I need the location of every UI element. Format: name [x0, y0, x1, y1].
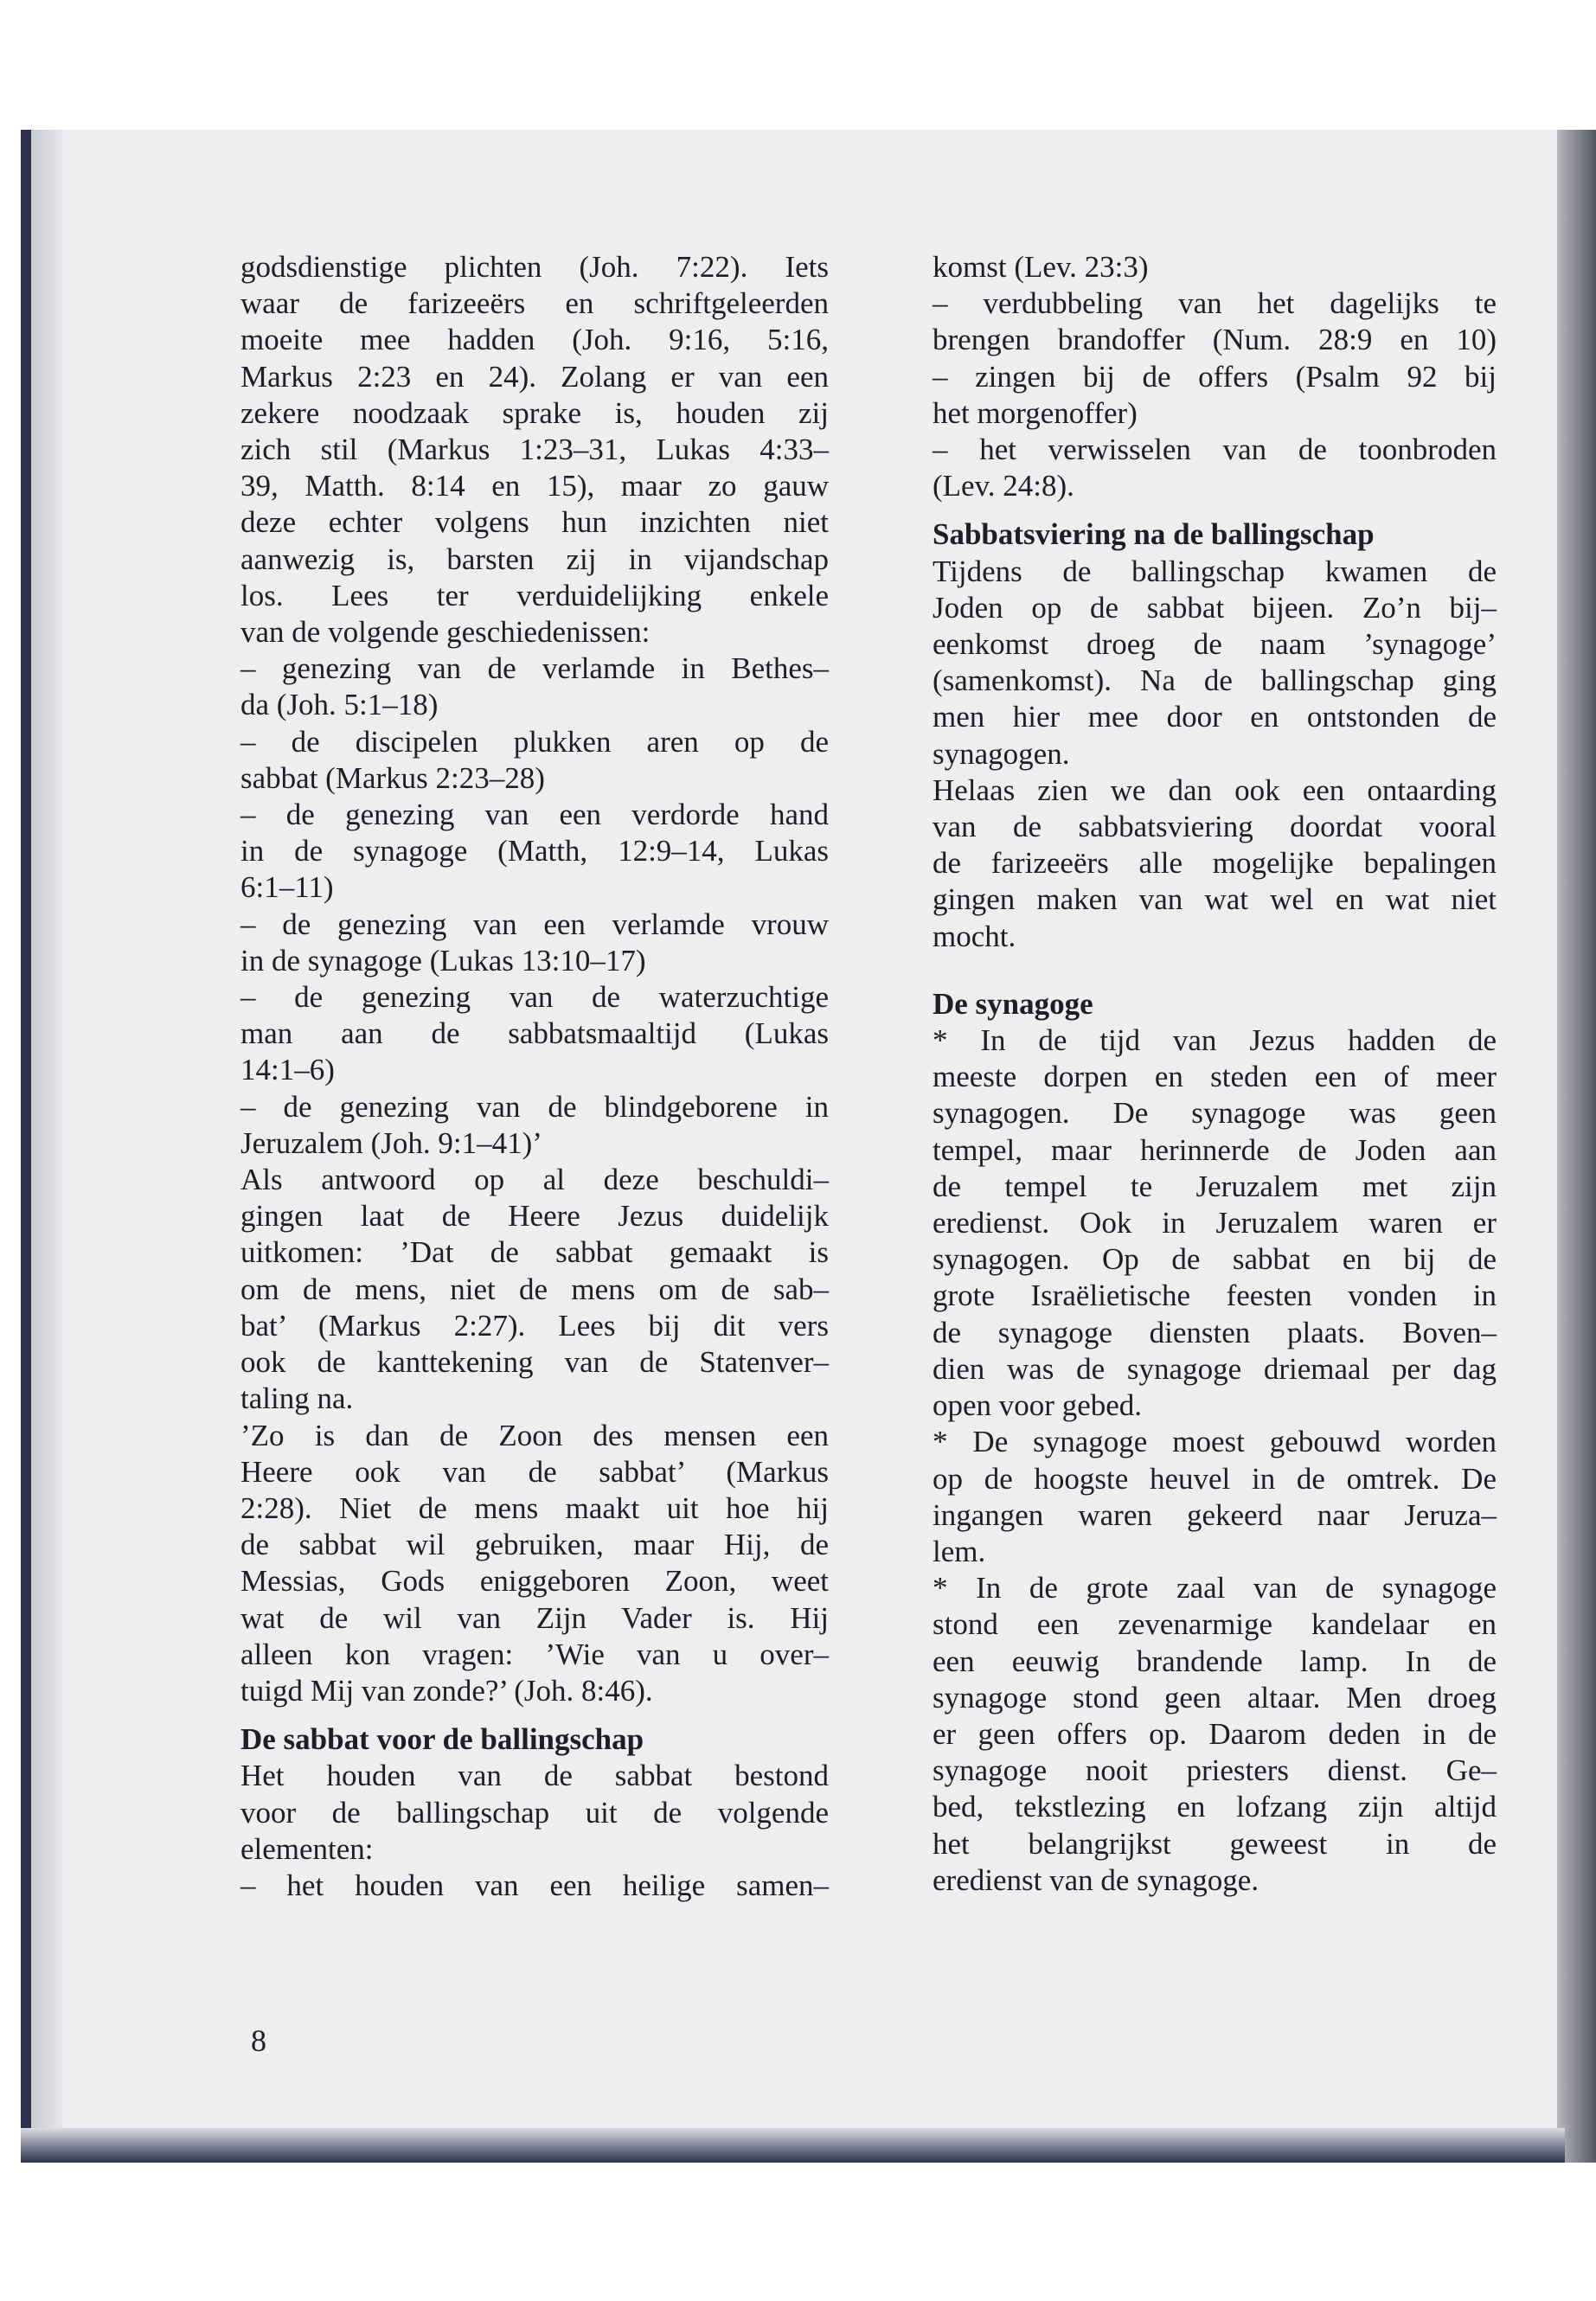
section-heading-synagoge: De synagoge — [933, 986, 1093, 1021]
text-line: in de synagoge (Lukas 13:10–17) — [240, 943, 646, 977]
text-line: eredienst. Ook in Jeruzalem waren er — [933, 1206, 1497, 1240]
paragraph-gap — [933, 955, 1497, 986]
text-line: ook de kanttekening van de Statenver– — [240, 1345, 829, 1380]
text-line: lem. — [933, 1534, 986, 1568]
text-line: waar de farizeeërs en schriftgeleerden — [240, 286, 829, 321]
text-line: 39, Matth. 8:14 en 15), maar zo gauw — [240, 469, 829, 503]
text-line: Het houden van de sabbat bestond — [240, 1759, 829, 1793]
text-line: ingangen waren gekeerd naar Jeruza– — [933, 1497, 1497, 1532]
text-line: Heere ook van de sabbat’ (Markus — [240, 1454, 829, 1489]
text-line: 2:28). Niet de mens maakt uit hoe hij — [240, 1490, 829, 1525]
text-line: ’Zo is dan de Zoon des mensen een — [240, 1418, 829, 1452]
text-line: het morgenoffer) — [933, 395, 1138, 430]
text-line: Jeruzalem (Joh. 9:1–41)’ — [240, 1125, 542, 1160]
text-line: dien was de synagoge driemaal per dag — [933, 1351, 1497, 1386]
text-line: aanwezig is, barsten zij in vijandschap — [240, 542, 829, 576]
text-line: synagogen. Op de sabbat en bij de — [933, 1242, 1497, 1277]
section-heading-sabbatsviering: Sabbatsviering na de ballingschap — [933, 517, 1375, 552]
text-line: alleen kon vragen: ’Wie van u over– — [240, 1637, 829, 1671]
text-line: – het verwisselen van de toonbroden — [933, 433, 1497, 467]
text-line: van de volgende geschiedenissen: — [240, 615, 651, 650]
text-line: komst (Lev. 23:3) — [933, 250, 1149, 284]
text-line: elementen: — [240, 1831, 374, 1866]
text-line: gingen maken van wat wel en wat niet — [933, 882, 1497, 917]
text-line: synagogen. — [933, 736, 1070, 771]
text-line: synagoge stond geen altaar. Men droeg — [933, 1680, 1497, 1715]
text-line: – de genezing van de blindgeborene in — [240, 1089, 829, 1124]
text-line: Als antwoord op al deze beschuldi– — [240, 1163, 829, 1197]
text-line: open voor gebed. — [933, 1388, 1143, 1423]
text-line: – zingen bij de offers (Psalm 92 bij — [933, 359, 1497, 394]
page-binding-shadow — [21, 130, 31, 2163]
text-line: sabbat (Markus 2:23–28) — [240, 760, 545, 795]
text-line: het belangrijkst geweest in de — [933, 1826, 1497, 1861]
text-line: de farizeeërs alle mogelijke bepalingen — [933, 846, 1497, 881]
text-line: uitkomen: ’Dat de sabbat gemaakt is — [240, 1235, 829, 1270]
text-line: Messias, Gods eniggeboren Zoon, weet — [240, 1564, 829, 1599]
text-line: brengen brandoffer (Num. 28:9 en 10) — [933, 323, 1497, 357]
text-line: * In de grote zaal van de synagoge — [933, 1571, 1497, 1606]
text-line: voor de ballingschap uit de volgende — [240, 1795, 829, 1830]
text-line: om de mens, niet de mens om de sab– — [240, 1272, 829, 1306]
text-line: wat de wil van Zijn Vader is. Hij — [240, 1600, 829, 1635]
text-line: bed, tekstlezing en lofzang zijn altijd — [933, 1790, 1497, 1824]
page-bottom-edge — [21, 2128, 1565, 2163]
text-line: man aan de sabbatsmaaltijd (Lukas — [240, 1016, 829, 1051]
text-line: Helaas zien we dan ook een ontaarding — [933, 772, 1497, 807]
text-line: tuigd Mij van zonde?’ (Joh. 8:46). — [240, 1673, 653, 1708]
text-line: grote Israëlietische feesten vonden in — [933, 1279, 1497, 1313]
text-line: in de synagoge (Matth, 12:9–14, Lukas — [240, 834, 829, 868]
text-line: van de sabbatsviering doordat vooral — [933, 810, 1497, 844]
text-line: zekere noodzaak sprake is, houden zij — [240, 395, 829, 430]
text-line: eenkomst droeg de naam ’synagoge’ — [933, 627, 1497, 662]
text-line: – de genezing van een verlamde vrouw — [240, 907, 829, 941]
text-line: de tempel te Jeruzalem met zijn — [933, 1169, 1497, 1203]
text-line: gingen laat de Heere Jezus duidelijk — [240, 1199, 829, 1234]
page-number: 8 — [251, 2023, 266, 2058]
text-line: (Lev. 24:8). — [933, 469, 1074, 503]
text-line: – de discipelen plukken aren op de — [240, 724, 829, 759]
text-line: moeite mee hadden (Joh. 9:16, 5:16, — [240, 323, 829, 357]
text-line: tempel, maar herinnerde de Joden aan — [933, 1132, 1497, 1167]
text-line: synagogen. De synagoge was geen — [933, 1096, 1497, 1131]
scan-background-top — [0, 0, 1596, 130]
text-line: zich stil (Markus 1:23–31, Lukas 4:33– — [240, 433, 829, 467]
text-line: – de genezing van een verdorde hand — [240, 798, 829, 832]
text-line: los. Lees ter verduidelijking enkele — [240, 578, 829, 612]
text-line: (samenkomst). Na de ballingschap ging — [933, 663, 1497, 698]
text-line: meeste dorpen en steden een of meer — [933, 1060, 1497, 1094]
paragraph-gap — [240, 1709, 829, 1721]
text-line: Tijdens de ballingschap kwamen de — [933, 554, 1497, 588]
text-line: men hier mee door en ontstonden de — [933, 700, 1497, 734]
text-line: * De synagoge moest gebouwd worden — [933, 1425, 1497, 1459]
text-line: – verdubbeling van het dagelijks te — [933, 286, 1497, 321]
text-line: de sabbat wil gebruiken, maar Hij, de — [240, 1528, 829, 1562]
text-line: 14:1–6) — [240, 1053, 335, 1087]
text-line: mocht. — [933, 919, 1016, 953]
text-line: stond een zevenarmige kandelaar en — [933, 1607, 1497, 1642]
left-text-column — [240, 249, 829, 1904]
text-line: – het houden van een heilige samen– — [240, 1868, 829, 1902]
page-edge-right — [1557, 130, 1596, 2163]
paragraph-gap — [933, 504, 1497, 516]
text-line: een eeuwig brandende lamp. In de — [933, 1644, 1497, 1678]
text-line: 6:1–11) — [240, 870, 334, 905]
text-line: Markus 2:23 en 24). Zolang er van een — [240, 359, 829, 394]
text-line: eredienst van de synagoge. — [933, 1862, 1259, 1897]
text-line: er geen offers op. Daarom deden in de — [933, 1716, 1497, 1751]
text-line: da (Joh. 5:1–18) — [240, 688, 439, 722]
section-heading-sabbat-voor-ballingschap: De sabbat voor de ballingschap — [240, 1722, 644, 1757]
page-stack-edge — [31, 130, 62, 2163]
text-line: bat’ (Markus 2:27). Lees bij dit vers — [240, 1308, 829, 1343]
right-text-column — [933, 249, 1497, 1899]
text-line: godsdienstige plichten (Joh. 7:22). Iets — [240, 250, 829, 284]
text-line: – de genezing van de waterzuchtige — [240, 980, 829, 1015]
text-line: Joden op de sabbat bijeen. Zo’n bij– — [933, 590, 1497, 625]
text-line: – genezing van de verlamde in Bethes– — [240, 651, 829, 686]
text-line: synagoge nooit priesters dienst. Ge– — [933, 1753, 1497, 1788]
text-line: deze echter volgens hun inzichten niet — [240, 505, 829, 540]
text-line: op de hoogste heuvel in de omtrek. De — [933, 1461, 1497, 1496]
text-line: taling na. — [240, 1381, 354, 1416]
scan-background-bottom — [0, 2163, 1596, 2301]
text-line: * In de tijd van Jezus hadden de — [933, 1023, 1497, 1058]
text-line: de synagoge diensten plaats. Boven– — [933, 1315, 1497, 1349]
